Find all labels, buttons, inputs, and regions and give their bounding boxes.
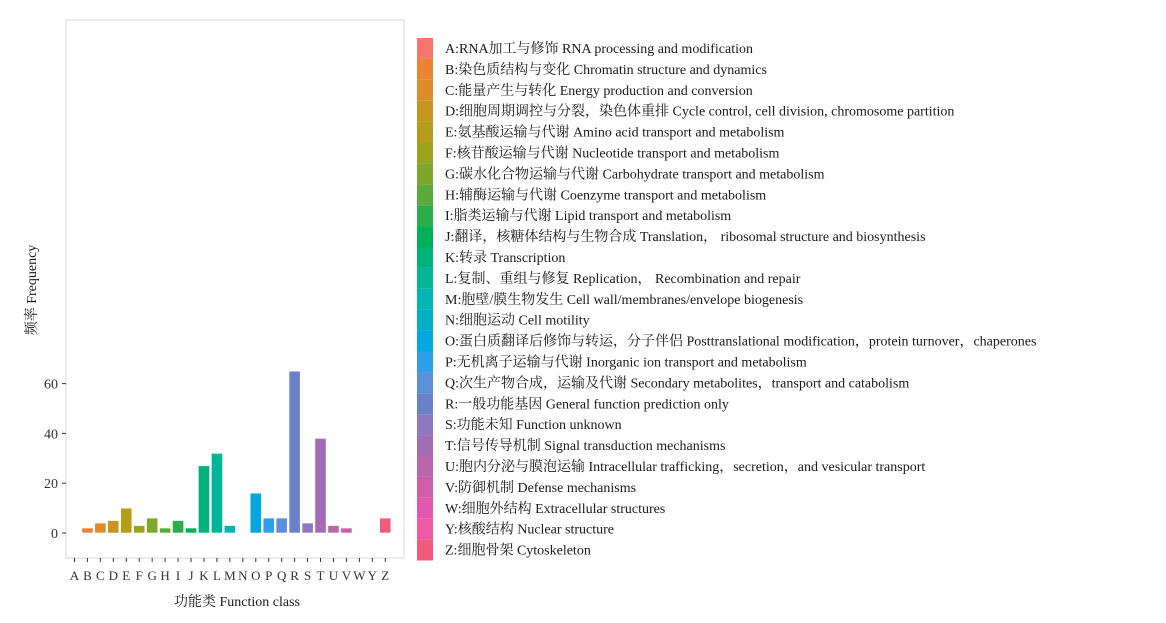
x-tick-label-M: M [224,568,236,583]
legend-key-Q [417,372,433,393]
legend-key-U [417,456,433,477]
legend-key-B [417,59,433,80]
legend-key-M [417,289,433,310]
x-tick-label-S: S [303,568,312,583]
legend-label-W: W:细胞外结构 Extracellular structures [445,501,666,517]
x-tick-label-W: W [353,568,366,583]
bar-I [172,521,183,533]
bar-S [302,523,313,533]
bar-P [263,518,274,533]
legend-key-P [417,352,433,373]
x-tick-label-O: O [251,568,261,583]
bar-C [95,523,106,533]
legend-label-U: U:胞内分泌与膜泡运输 Intracellular trafficking，secretion，and vesicular transport [445,460,926,475]
x-tick-label-E: E [122,568,131,583]
legend-label-V: V:防御机制 Defense mechanisms [445,480,637,496]
legend-label-R: R:一般功能基因 General function prediction only [445,397,729,413]
x-tick-label-Q: Q [276,568,287,583]
legend-key-D [417,101,433,122]
y-tick-label: 60 [44,377,58,393]
legend-key-R [417,393,433,414]
legend-key-T [417,435,433,456]
x-tick-label-C: C [96,568,105,583]
bar-D [108,521,119,533]
legend-label-E: E:氨基酸运输与代谢 Amino acid transport and metabolism [445,125,785,141]
legend-key-Z [417,540,433,561]
legend-label-M: M:胞壁/膜生物发生 Cell wall/membranes/envelope biogenesis [445,292,804,308]
bar-L [211,453,222,533]
legend [417,38,1036,561]
x-tick-label-Z: Z [381,568,390,583]
legend-label-Q: Q:次生产物合成，运输及代谢 Secondary metabolites，transport and catabolism [445,376,910,392]
legend-key-G [417,163,433,184]
legend-key-H [417,184,433,205]
y-tick-label: 20 [44,477,58,493]
x-tick-label-F: F [135,568,143,583]
x-tick-label-P: P [265,568,273,583]
legend-key-E [417,122,433,143]
legend-label-K: K:转录 Transcription [445,251,566,266]
legend-key-C [417,80,433,101]
bar-B [82,528,93,533]
bar-K [198,466,209,533]
legend-label-F: F:核苷酸运输与代谢 Nucleotide transport and metabolism [445,146,780,162]
bar-O [250,493,261,533]
legend-label-C: C:能量产生与转化 Energy production and conversion [445,83,753,99]
legend-label-J: J:翻译，核糖体结构与生物合成 Translation， ribosomal structure and biosynthesis [445,230,926,246]
legend-key-V [417,477,433,498]
legend-key-J [417,226,433,247]
legend-label-Z: Z:细胞骨架 Cytoskeleton [445,543,591,559]
bar-R [289,371,300,533]
legend-label-S: S:功能未知 Function unknown [445,418,622,434]
x-tick-label-A: A [69,568,80,583]
legend-label-D: D:细胞周期调控与分裂，染色体重排 Cycle control, cell division, chromosome partition [445,104,955,120]
x-tick-label-U: U [328,568,339,583]
x-tick-label-L: L [212,568,221,583]
legend-label-P: P:无机离子运输与代谢 Inorganic ion transport and metabolism [445,355,807,371]
legend-label-A: A:RNA加工与修饰 RNA processing and modification [445,42,753,57]
x-tick-label-R: R [290,568,299,583]
bar-M [224,526,235,533]
legend-label-L: L:复制、重组与修复 Replication， Recombination and repair [445,271,801,287]
legend-label-G: G:碳水化合物运输与代谢 Carbohydrate transport and metabolism [445,167,825,183]
x-tick-label-N: N [238,568,248,583]
bar-Q [276,518,287,533]
legend-key-N [417,310,433,331]
bar-T [315,438,326,533]
legend-label-N: N:细胞运动 Cell motility [445,313,590,329]
y-tick-label: 0 [51,527,58,542]
x-tick-label-J: J [188,568,194,583]
legend-label-H: H:辅酶运输与代谢 Coenzyme transport and metabolism [445,188,767,204]
legend-label-O: O:蛋白质翻译后修饰与转运，分子伴侣 Posttranslational modification，protein turnover，chaperones [445,334,1037,350]
x-tick-label-T: T [316,568,325,583]
x-tick-label-K: K [199,568,209,583]
legend-key-O [417,331,433,352]
bar-Z [380,518,391,533]
x-tick-label-D: D [108,568,119,583]
x-tick-label-V: V [341,568,352,583]
bar-G [147,518,158,533]
legend-label-I: I:脂类运输与代谢 Lipid transport and metabolism [445,209,732,225]
x-tick-label-I: I [175,568,181,583]
bar-J [185,528,196,533]
bar-H [160,528,171,533]
legend-label-T: T:信号传导机制 Signal transduction mechanisms [445,439,726,455]
legend-key-F [417,143,433,164]
x-axis-title: 功能类 Function class [174,595,300,610]
x-tick-label-G: G [147,568,157,583]
legend-key-K [417,247,433,268]
x-tick-label-B: B [83,568,92,583]
legend-key-Y [417,519,433,540]
bar-U [328,526,339,533]
bar-F [134,526,145,533]
y-tick-label: 40 [44,427,58,443]
legend-label-B: B:染色质结构与变化 Chromatin structure and dynamics [445,62,767,78]
x-tick-label-Y: Y [367,568,378,583]
legend-key-S [417,414,433,435]
plot-panel [66,20,404,558]
bar-V [341,528,352,533]
legend-key-I [417,205,433,226]
y-axis-title: 频率 Frequency [25,244,40,336]
legend-key-A [417,38,433,59]
bar-E [121,508,132,533]
legend-key-L [417,268,433,289]
legend-key-W [417,498,433,519]
legend-label-Y: Y:核酸结构 Nuclear structure [445,522,614,538]
x-tick-label-H: H [160,568,170,583]
